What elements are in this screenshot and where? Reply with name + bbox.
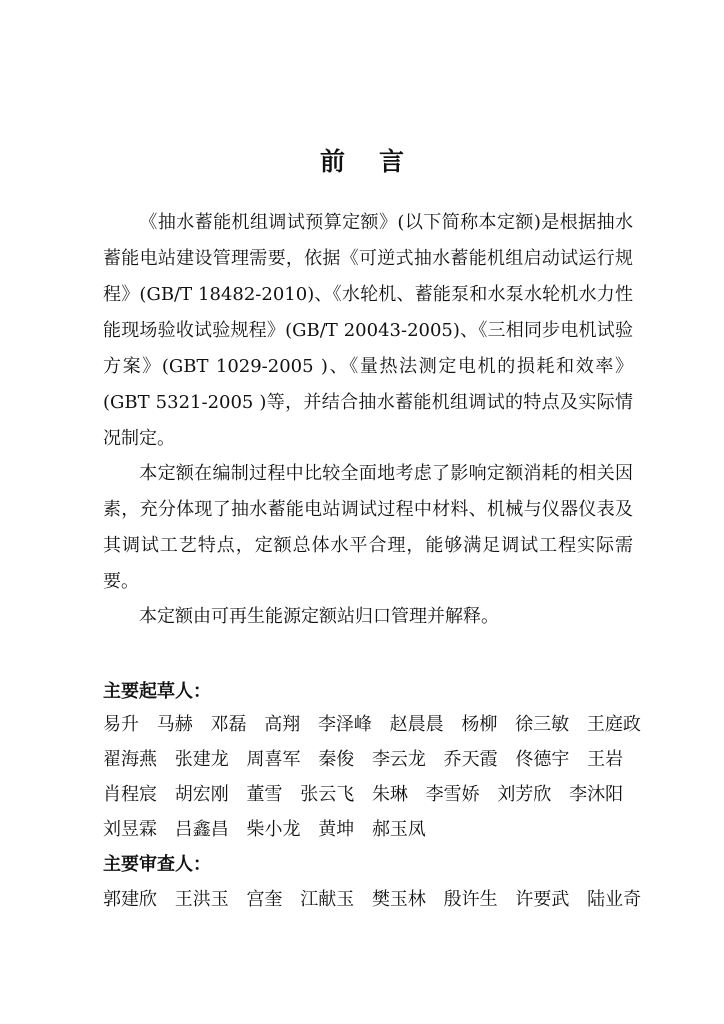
drafters-row-1 [103,710,641,736]
paragraph-1-text: 《抽水蓄能机组调试预算定额》(以下简称本定额)是根据抽水蓄能电站建设管理需要，依据《可逆式抽水蓄能机组启动试运行规程》(GB/T 18482-2010)、《水轮机、蓄能泵和水泵水轮机水力性能现场验收试验规程》(GB/T 20043-2005)、《三相同步电机试验方案》(GBT 1029-2005 )、《量热法测定电机的损耗和效率》(GBT 5321-2005 )等，并结合抽水蓄能机组调试的特点及实际情况制定。 [103,212,633,449]
drafter-name: 秦俊 [318,749,355,770]
title-part-1: 前 [319,147,345,176]
drafter-name: 王庭政 [586,714,641,735]
drafter-name: 吕鑫昌 [174,819,229,840]
drafter-name: 周喜军 [246,749,301,770]
drafter-name: 佟德宇 [515,749,570,770]
reviewers-heading: 主要审查人： [103,854,211,875]
paragraph-2-text: 本定额在编制过程中比较全面地考虑了影响定额消耗的相关因素，充分体现了抽水蓄能电站调试过程中材料、机械与仪器仪表及其调试工艺特点，定额总体水平合理，能够满足调试工程实际需要。 [103,463,633,592]
drafter-name: 黄坤 [318,819,355,840]
drafter-name: 张建龙 [174,749,229,770]
reviewer-name: 王洪玉 [174,889,229,910]
drafters-row-3 [103,780,633,806]
reviewer-name: 宫奎 [246,889,283,910]
drafter-name: 刘昱霖 [103,819,157,840]
drafter-name: 赵晨晨 [389,714,444,735]
reviewer-name: 江献玉 [300,889,355,910]
drafter-name: 肖程宸 [103,784,157,805]
reviewer-name: 郭建欣 [103,889,157,910]
drafter-name: 乔天霞 [443,749,498,770]
drafter-name: 李泽峰 [317,714,372,735]
title-part-2: 言 [379,147,405,176]
drafter-name: 王岩 [587,749,624,770]
reviewer-name: 许要武 [515,889,570,910]
reviewer-name: 陆业奇 [587,889,642,910]
reviewer-name: 樊玉林 [371,889,426,910]
drafter-name: 李云龙 [371,749,426,770]
drafter-name: 高翔 [264,714,301,735]
paragraph-3-text: 本定额由可再生能源定额站归口管理并解释。 [139,606,499,627]
reviewer-name: 殷许生 [443,889,498,910]
drafters-heading: 主要起草人： [103,681,211,702]
drafter-name: 朱琳 [371,784,408,805]
drafters-row-2 [103,745,633,771]
drafters-row-4 [103,815,633,841]
paragraph-2 [103,456,633,600]
reviewers-row [103,885,642,911]
paragraph-3 [103,599,633,635]
drafter-name: 马赫 [156,714,193,735]
drafter-name: 张云飞 [300,784,355,805]
drafter-name: 翟海燕 [103,749,157,770]
drafter-name: 李沐阳 [569,784,624,805]
drafter-name: 徐三敏 [515,714,570,735]
drafter-name: 胡宏刚 [174,784,229,805]
drafter-name: 杨柳 [461,714,498,735]
page-title [0,142,724,178]
drafter-name: 易升 [103,714,139,735]
drafter-name: 刘芳欣 [497,784,552,805]
drafter-name: 李雪娇 [425,784,480,805]
drafter-name: 柴小龙 [246,819,301,840]
paragraph-1 [103,205,633,457]
drafter-name: 邓磊 [210,714,247,735]
drafter-name: 郝玉凤 [371,819,426,840]
drafter-name: 董雪 [246,784,283,805]
